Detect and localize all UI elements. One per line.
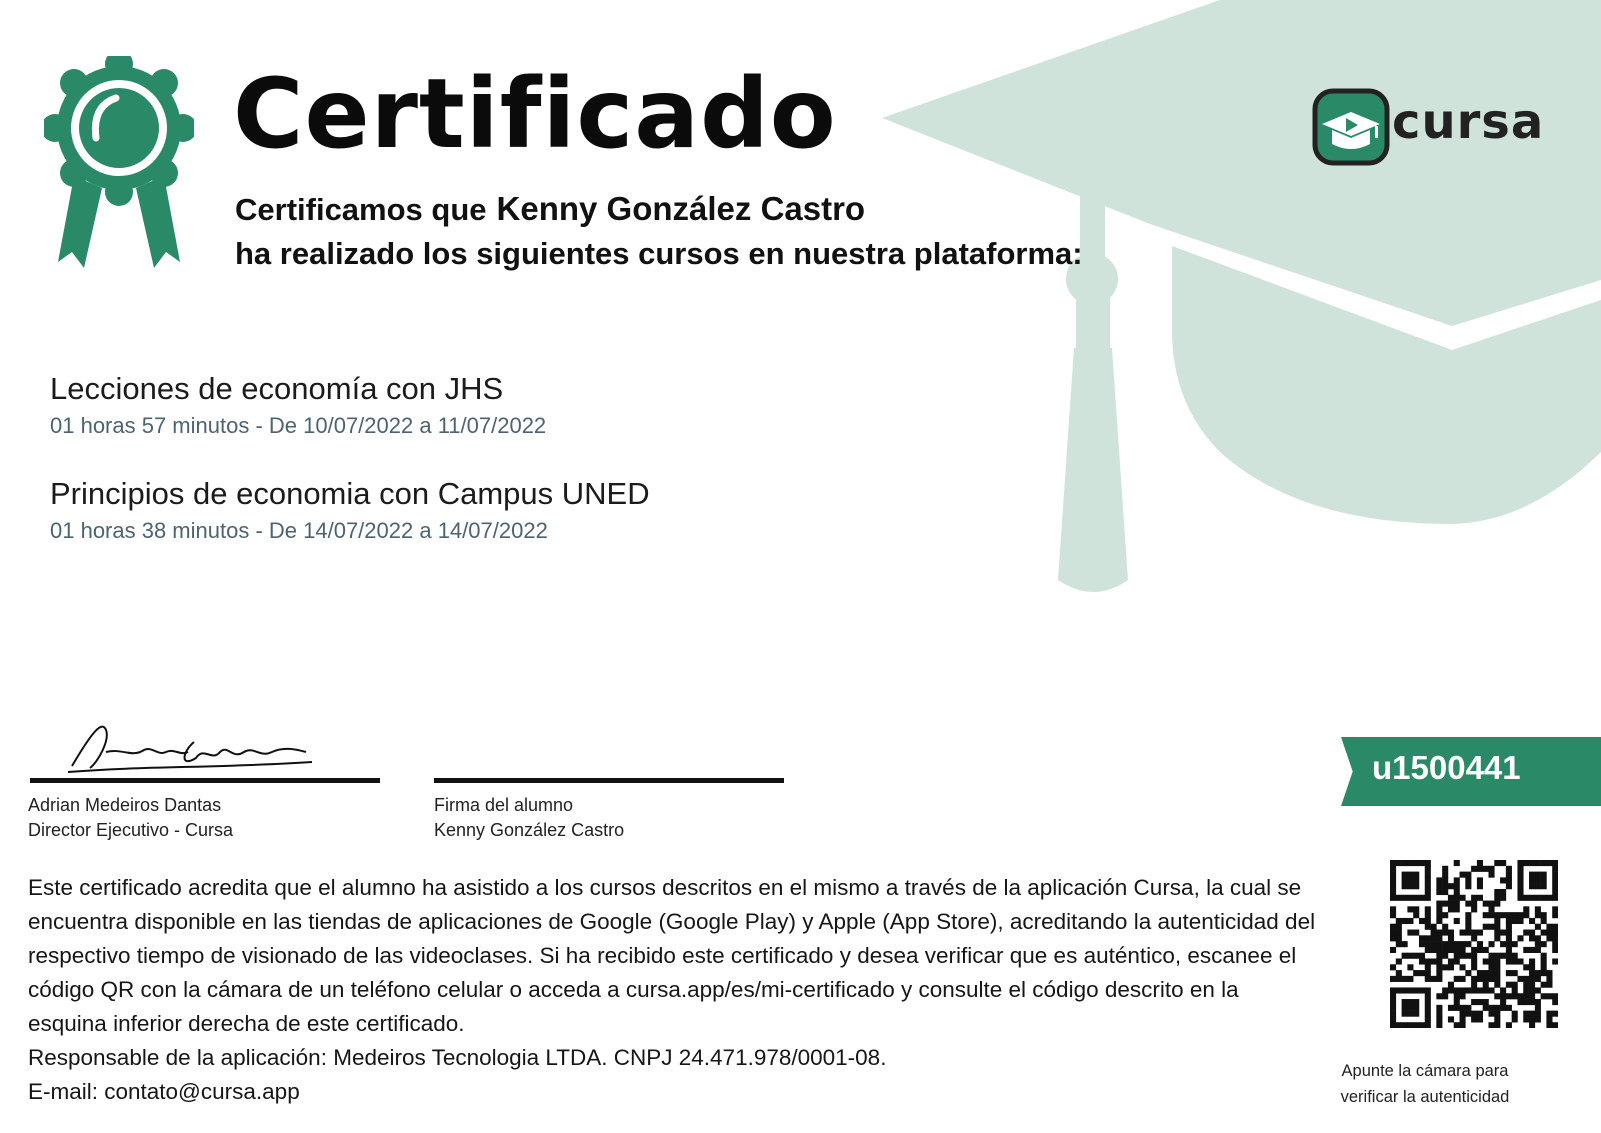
student-signature-line [434,778,784,783]
director-signature-block [28,793,233,843]
course-meta: 01 horas 38 minutos - De 14/07/2022 a 14/07/2022 [50,518,548,543]
cursa-logo-text: cursa [1392,94,1545,150]
page-title: Certificado [233,58,837,170]
footer-text [28,871,1318,1109]
course-item [50,371,546,439]
intro-line [235,190,865,228]
student-name: Kenny González Castro [496,190,866,227]
course-item [50,476,650,544]
footer-paragraph: Este certificado acredita que el alumno ha asistido a los cursos descritos en el mismo a través de la aplicación Cursa, la cual se encuentra disponible en las tiendas de aplicaciones de Google (Google Play) y Apple (App Store), acreditando la autenticidad del respectivo tiempo de visionado de las videoclases. Si ha recibido este certificado y desea verificar que es auténtico, escanee el código QR con la cámara de un teléfono celular o acceda a cursa.app/es/mi-certificado y consulte el código descrito en la esquina inferior derecha de este certificado. [28,875,1316,1036]
course-title: Lecciones de economía con JHS [50,371,504,406]
director-signature-line [30,778,380,783]
cursa-logo-icon [1312,88,1390,166]
footer-responsible: Responsable de la aplicación: Medeiros Tecnologia LTDA. CNPJ 24.471.978/0001-08. [28,1045,887,1070]
qr-caption-line1: Apunte la cámara para [1341,1062,1509,1080]
award-ribbon-icon [44,56,194,276]
qr-caption [1340,1058,1510,1110]
course-meta: 01 horas 57 minutos - De 10/07/2022 a 11/07/2022 [50,413,547,438]
intro-prefix: Certificamos que [235,192,487,227]
qr-caption-line2: verificar la autenticidad [1340,1088,1510,1106]
student-signature-label: Firma del alumno [434,795,574,815]
intro-suffix: ha realizado los siguientes cursos en nuestra plataforma: [235,236,1083,271]
qr-code-icon[interactable] [1390,860,1558,1028]
director-signature-icon [62,722,322,782]
student-signature-block [434,793,624,843]
director-role: Director Ejecutivo - Cursa [28,820,234,840]
course-title: Principios de economia con Campus UNED [50,476,650,511]
student-signature-name: Kenny González Castro [434,820,625,840]
director-name: Adrian Medeiros Dantas [28,795,222,815]
footer-email: E-mail: contato@cursa.app [28,1079,300,1104]
certificate-code: u1500441 [1372,749,1521,786]
